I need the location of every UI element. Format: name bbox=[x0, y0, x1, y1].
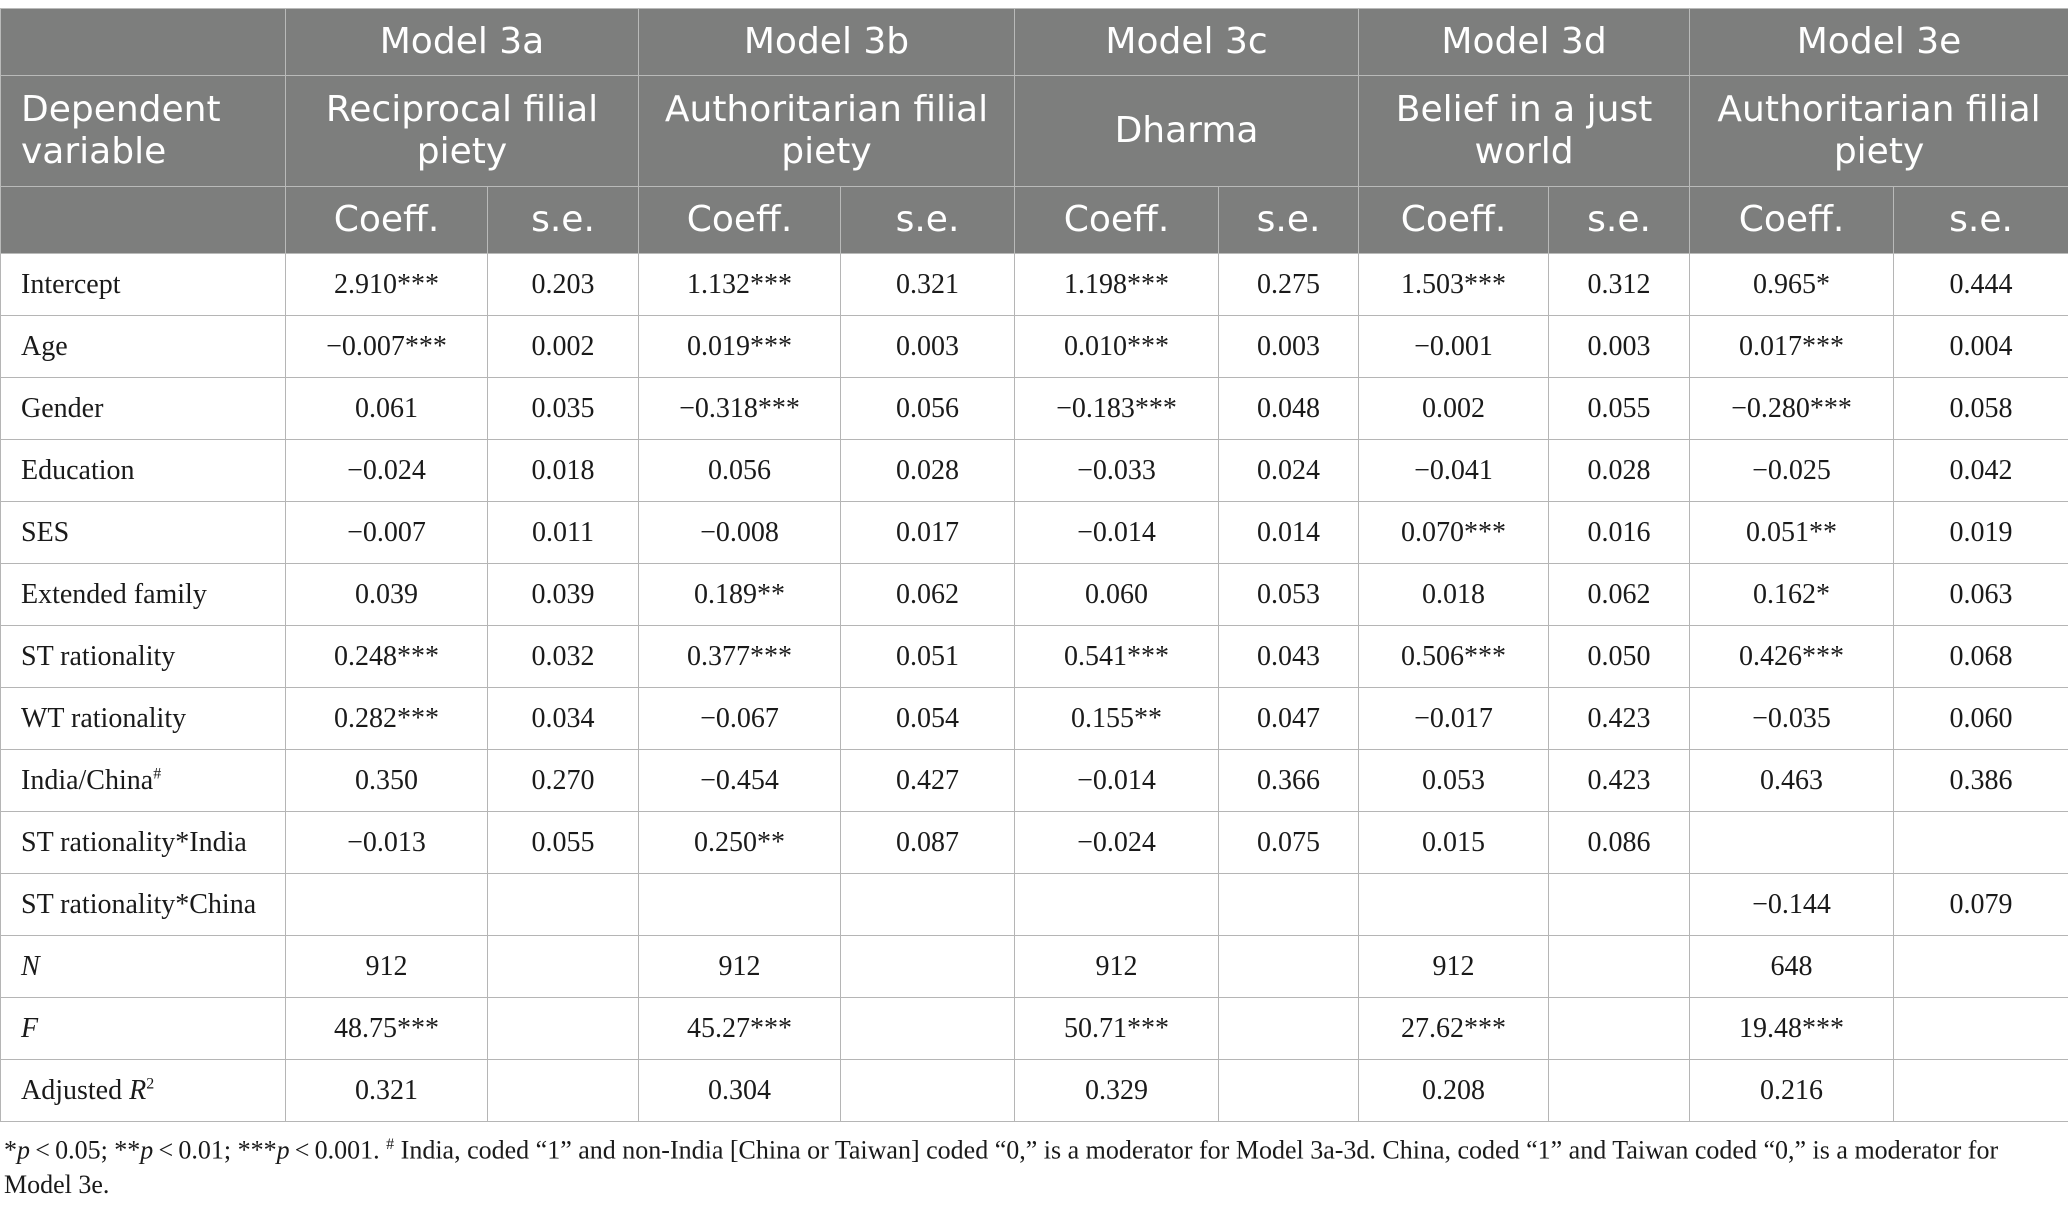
se-cell bbox=[1219, 936, 1359, 998]
coef-cell: 0.015 bbox=[1359, 812, 1549, 874]
coef-cell: 48.75*** bbox=[286, 998, 488, 1060]
se-cell: 0.366 bbox=[1219, 750, 1359, 812]
se-cell: 0.060 bbox=[1894, 688, 2068, 750]
regression-table-container bbox=[0, 8, 2068, 1202]
se-cell bbox=[1219, 1060, 1359, 1122]
row-label-text: F bbox=[21, 1012, 39, 1044]
coef-cell: 0.039 bbox=[286, 564, 488, 626]
dependent-variable-name: Authoritarian filial piety bbox=[1690, 76, 2068, 187]
se-cell bbox=[1894, 812, 2068, 874]
row-label-text: Extended family bbox=[21, 578, 207, 610]
se-cell: 0.048 bbox=[1219, 378, 1359, 440]
coef-cell: −0.025 bbox=[1690, 440, 1894, 502]
coef-cell: −0.067 bbox=[639, 688, 841, 750]
se-cell: 0.423 bbox=[1549, 688, 1690, 750]
row-label bbox=[1, 998, 286, 1060]
model-header: Model 3e bbox=[1690, 9, 2068, 76]
se-cell: 0.086 bbox=[1549, 812, 1690, 874]
coef-cell: 912 bbox=[286, 936, 488, 998]
footnote-hash: # bbox=[386, 1136, 395, 1153]
coef-cell: −0.014 bbox=[1015, 750, 1219, 812]
coef-cell: 912 bbox=[1359, 936, 1549, 998]
dependent-variable-row bbox=[1, 76, 2068, 187]
coef-cell: 0.965* bbox=[1690, 254, 1894, 316]
se-header: s.e. bbox=[1219, 187, 1359, 254]
row-label bbox=[1, 936, 286, 998]
model-header: Model 3c bbox=[1015, 9, 1359, 76]
se-cell: 0.068 bbox=[1894, 626, 2068, 688]
se-cell bbox=[1549, 1060, 1690, 1122]
coef-cell: 0.304 bbox=[639, 1060, 841, 1122]
se-cell bbox=[488, 998, 639, 1060]
se-cell: 0.011 bbox=[488, 502, 639, 564]
row-label-text: Adjusted R bbox=[21, 1074, 147, 1106]
se-cell: 0.028 bbox=[1549, 440, 1690, 502]
se-cell bbox=[841, 874, 1015, 936]
coef-cell: 0.216 bbox=[1690, 1060, 1894, 1122]
coef-cell: 0.155** bbox=[1015, 688, 1219, 750]
table-row bbox=[1, 688, 2068, 750]
coef-cell: 0.056 bbox=[639, 440, 841, 502]
se-header: s.e. bbox=[488, 187, 639, 254]
se-cell: 0.034 bbox=[488, 688, 639, 750]
se-cell: 0.079 bbox=[1894, 874, 2068, 936]
coef-cell bbox=[1015, 874, 1219, 936]
coef-header: Coeff. bbox=[1690, 187, 1894, 254]
table-footnote bbox=[0, 1122, 2066, 1202]
footnote-p: p bbox=[276, 1135, 290, 1165]
row-label bbox=[1, 564, 286, 626]
row-label-superscript: # bbox=[153, 765, 162, 783]
coef-cell: 0.350 bbox=[286, 750, 488, 812]
se-cell: 0.058 bbox=[1894, 378, 2068, 440]
table-row bbox=[1, 564, 2068, 626]
row-label bbox=[1, 874, 286, 936]
footnote-p: p bbox=[17, 1135, 30, 1165]
se-header: s.e. bbox=[841, 187, 1015, 254]
table-row bbox=[1, 936, 2068, 998]
coef-cell: 0.010*** bbox=[1015, 316, 1219, 378]
se-cell: 0.016 bbox=[1549, 502, 1690, 564]
se-cell: 0.035 bbox=[488, 378, 639, 440]
coef-cell: 912 bbox=[639, 936, 841, 998]
se-cell: 0.275 bbox=[1219, 254, 1359, 316]
dependent-variable-name: Authoritarian filial piety bbox=[639, 76, 1015, 187]
table-row bbox=[1, 440, 2068, 502]
coef-cell: 0.329 bbox=[1015, 1060, 1219, 1122]
footnote-text: India, coded “1” and non-India [China or Taiwan] coded “0,” is a moderator for Model 3a-3d. China, coded “1” and Taiwan coded “0,” is a moderator for Model 3e. bbox=[4, 1135, 1999, 1199]
coef-cell: 50.71*** bbox=[1015, 998, 1219, 1060]
row-label bbox=[1, 440, 286, 502]
se-header: s.e. bbox=[1894, 187, 2068, 254]
row-label bbox=[1, 626, 286, 688]
se-cell: 0.312 bbox=[1549, 254, 1690, 316]
dependent-variable-label: Dependent variable bbox=[1, 76, 286, 187]
se-cell bbox=[841, 1060, 1015, 1122]
coef-cell: 0.017*** bbox=[1690, 316, 1894, 378]
model-header: Model 3d bbox=[1359, 9, 1690, 76]
se-cell: 0.032 bbox=[488, 626, 639, 688]
coef-cell: 27.62*** bbox=[1359, 998, 1549, 1060]
se-cell: 0.053 bbox=[1219, 564, 1359, 626]
se-cell bbox=[841, 936, 1015, 998]
coef-cell: −0.035 bbox=[1690, 688, 1894, 750]
coef-cell: −0.007 bbox=[286, 502, 488, 564]
se-cell: 0.019 bbox=[1894, 502, 2068, 564]
coef-cell: 0.019*** bbox=[639, 316, 841, 378]
coef-cell: 0.070*** bbox=[1359, 502, 1549, 564]
footnote-text: < 0.01; *** bbox=[153, 1135, 277, 1165]
row-label-text: Intercept bbox=[21, 268, 121, 300]
coef-cell bbox=[286, 874, 488, 936]
coef-cell: −0.017 bbox=[1359, 688, 1549, 750]
coef-header: Coeff. bbox=[1015, 187, 1219, 254]
se-cell: 0.386 bbox=[1894, 750, 2068, 812]
se-cell: 0.043 bbox=[1219, 626, 1359, 688]
se-cell bbox=[1549, 936, 1690, 998]
coef-header: Coeff. bbox=[1359, 187, 1549, 254]
coef-cell: −0.033 bbox=[1015, 440, 1219, 502]
coef-cell: −0.041 bbox=[1359, 440, 1549, 502]
coef-cell: 0.426*** bbox=[1690, 626, 1894, 688]
corner-cell bbox=[1, 9, 286, 76]
se-cell: 0.014 bbox=[1219, 502, 1359, 564]
se-cell: 0.427 bbox=[841, 750, 1015, 812]
coef-cell: 1.132*** bbox=[639, 254, 841, 316]
coef-cell: 0.321 bbox=[286, 1060, 488, 1122]
se-cell: 0.062 bbox=[841, 564, 1015, 626]
row-label-text: Age bbox=[21, 330, 68, 362]
se-cell: 0.087 bbox=[841, 812, 1015, 874]
coef-cell: −0.318*** bbox=[639, 378, 841, 440]
row-label-text: ST rationality*China bbox=[21, 888, 257, 920]
table-row bbox=[1, 1060, 2068, 1122]
se-cell: 0.018 bbox=[488, 440, 639, 502]
coef-cell: −0.014 bbox=[1015, 502, 1219, 564]
se-cell: 0.047 bbox=[1219, 688, 1359, 750]
coef-cell: −0.007*** bbox=[286, 316, 488, 378]
row-label bbox=[1, 254, 286, 316]
model-header-row bbox=[1, 9, 2068, 76]
se-cell: 0.055 bbox=[488, 812, 639, 874]
table-row bbox=[1, 874, 2068, 936]
coef-cell: −0.024 bbox=[1015, 812, 1219, 874]
se-cell: 0.024 bbox=[1219, 440, 1359, 502]
model-header: Model 3b bbox=[639, 9, 1015, 76]
row-label-text: SES bbox=[21, 516, 70, 548]
row-label-text: ST rationality bbox=[21, 640, 176, 672]
table-row bbox=[1, 626, 2068, 688]
se-cell: 0.075 bbox=[1219, 812, 1359, 874]
coef-cell: 0.463 bbox=[1690, 750, 1894, 812]
coef-cell: 45.27*** bbox=[639, 998, 841, 1060]
se-cell bbox=[1894, 1060, 2068, 1122]
coef-cell: 912 bbox=[1015, 936, 1219, 998]
coef-cell: 2.910*** bbox=[286, 254, 488, 316]
coef-cell bbox=[1359, 874, 1549, 936]
coef-cell: 0.250** bbox=[639, 812, 841, 874]
se-cell bbox=[488, 1060, 639, 1122]
row-label bbox=[1, 316, 286, 378]
se-cell: 0.004 bbox=[1894, 316, 2068, 378]
coef-cell: −0.144 bbox=[1690, 874, 1894, 936]
footnote-p: p bbox=[140, 1135, 154, 1165]
se-cell: 0.055 bbox=[1549, 378, 1690, 440]
se-cell bbox=[1549, 998, 1690, 1060]
coef-cell: 0.282*** bbox=[286, 688, 488, 750]
se-cell bbox=[841, 998, 1015, 1060]
coef-cell: 0.051** bbox=[1690, 502, 1894, 564]
row-label bbox=[1, 812, 286, 874]
se-cell: 0.028 bbox=[841, 440, 1015, 502]
table-row bbox=[1, 998, 2068, 1060]
se-cell: 0.050 bbox=[1549, 626, 1690, 688]
coef-cell: 1.503*** bbox=[1359, 254, 1549, 316]
dependent-variable-name: Belief in a just world bbox=[1359, 76, 1690, 187]
coef-cell: 0.002 bbox=[1359, 378, 1549, 440]
row-label-superscript: 2 bbox=[146, 1075, 155, 1093]
row-label bbox=[1, 750, 286, 812]
coef-cell: 0.248*** bbox=[286, 626, 488, 688]
row-label-text: Education bbox=[21, 454, 135, 486]
table-row bbox=[1, 812, 2068, 874]
se-cell: 0.003 bbox=[1549, 316, 1690, 378]
se-cell: 0.039 bbox=[488, 564, 639, 626]
row-label bbox=[1, 502, 286, 564]
coef-cell: −0.024 bbox=[286, 440, 488, 502]
row-label-text: Gender bbox=[21, 392, 104, 424]
se-cell bbox=[1894, 998, 2068, 1060]
coef-cell: −0.280*** bbox=[1690, 378, 1894, 440]
row-label-text: ST rationality*India bbox=[21, 826, 247, 858]
se-cell bbox=[1219, 998, 1359, 1060]
table-body bbox=[1, 254, 2068, 1122]
se-cell: 0.002 bbox=[488, 316, 639, 378]
coef-cell: 19.48*** bbox=[1690, 998, 1894, 1060]
row-label-text: N bbox=[21, 950, 40, 982]
coef-cell bbox=[639, 874, 841, 936]
table-row bbox=[1, 502, 2068, 564]
se-cell: 0.017 bbox=[841, 502, 1015, 564]
coef-header: Coeff. bbox=[286, 187, 488, 254]
se-cell: 0.042 bbox=[1894, 440, 2068, 502]
coef-cell: −0.008 bbox=[639, 502, 841, 564]
se-cell: 0.062 bbox=[1549, 564, 1690, 626]
coef-cell: 0.208 bbox=[1359, 1060, 1549, 1122]
table-row bbox=[1, 316, 2068, 378]
coef-cell: 648 bbox=[1690, 936, 1894, 998]
footnote-text: < 0.05; ** bbox=[30, 1135, 141, 1165]
se-cell: 0.423 bbox=[1549, 750, 1690, 812]
coef-cell: −0.013 bbox=[286, 812, 488, 874]
model-header: Model 3a bbox=[286, 9, 639, 76]
dependent-variable-name: Dharma bbox=[1015, 76, 1359, 187]
se-cell: 0.321 bbox=[841, 254, 1015, 316]
coef-cell: 0.541*** bbox=[1015, 626, 1219, 688]
coef-cell: 0.189** bbox=[639, 564, 841, 626]
stat-header-row bbox=[1, 187, 2068, 254]
se-cell: 0.444 bbox=[1894, 254, 2068, 316]
coef-cell: 0.061 bbox=[286, 378, 488, 440]
row-label bbox=[1, 688, 286, 750]
row-label-text: India/China bbox=[21, 764, 154, 796]
table-row bbox=[1, 254, 2068, 316]
coef-cell: 1.198*** bbox=[1015, 254, 1219, 316]
dependent-variable-name: Reciprocal filial piety bbox=[286, 76, 639, 187]
footnote-text: < 0.001. bbox=[289, 1135, 387, 1165]
table-row bbox=[1, 378, 2068, 440]
se-cell: 0.003 bbox=[1219, 316, 1359, 378]
coef-cell: −0.183*** bbox=[1015, 378, 1219, 440]
se-cell bbox=[1219, 874, 1359, 936]
row-label bbox=[1, 378, 286, 440]
se-cell bbox=[1894, 936, 2068, 998]
coef-cell: 0.018 bbox=[1359, 564, 1549, 626]
table-row bbox=[1, 750, 2068, 812]
se-cell: 0.003 bbox=[841, 316, 1015, 378]
coef-cell: −0.454 bbox=[639, 750, 841, 812]
row-label bbox=[1, 1060, 286, 1122]
se-header: s.e. bbox=[1549, 187, 1690, 254]
coef-cell: 0.377*** bbox=[639, 626, 841, 688]
se-cell: 0.270 bbox=[488, 750, 639, 812]
regression-table bbox=[0, 8, 2068, 1122]
footnote-star: * bbox=[4, 1135, 17, 1165]
coef-cell bbox=[1690, 812, 1894, 874]
se-cell: 0.051 bbox=[841, 626, 1015, 688]
se-cell: 0.054 bbox=[841, 688, 1015, 750]
se-cell bbox=[488, 874, 639, 936]
coef-cell: 0.162* bbox=[1690, 564, 1894, 626]
se-cell bbox=[488, 936, 639, 998]
se-cell: 0.063 bbox=[1894, 564, 2068, 626]
row-label-text: WT rationality bbox=[21, 702, 187, 734]
coef-header: Coeff. bbox=[639, 187, 841, 254]
coef-cell: 0.053 bbox=[1359, 750, 1549, 812]
stat-header-blank bbox=[1, 187, 286, 254]
se-cell bbox=[1549, 874, 1690, 936]
se-cell: 0.056 bbox=[841, 378, 1015, 440]
coef-cell: −0.001 bbox=[1359, 316, 1549, 378]
coef-cell: 0.060 bbox=[1015, 564, 1219, 626]
coef-cell: 0.506*** bbox=[1359, 626, 1549, 688]
se-cell: 0.203 bbox=[488, 254, 639, 316]
